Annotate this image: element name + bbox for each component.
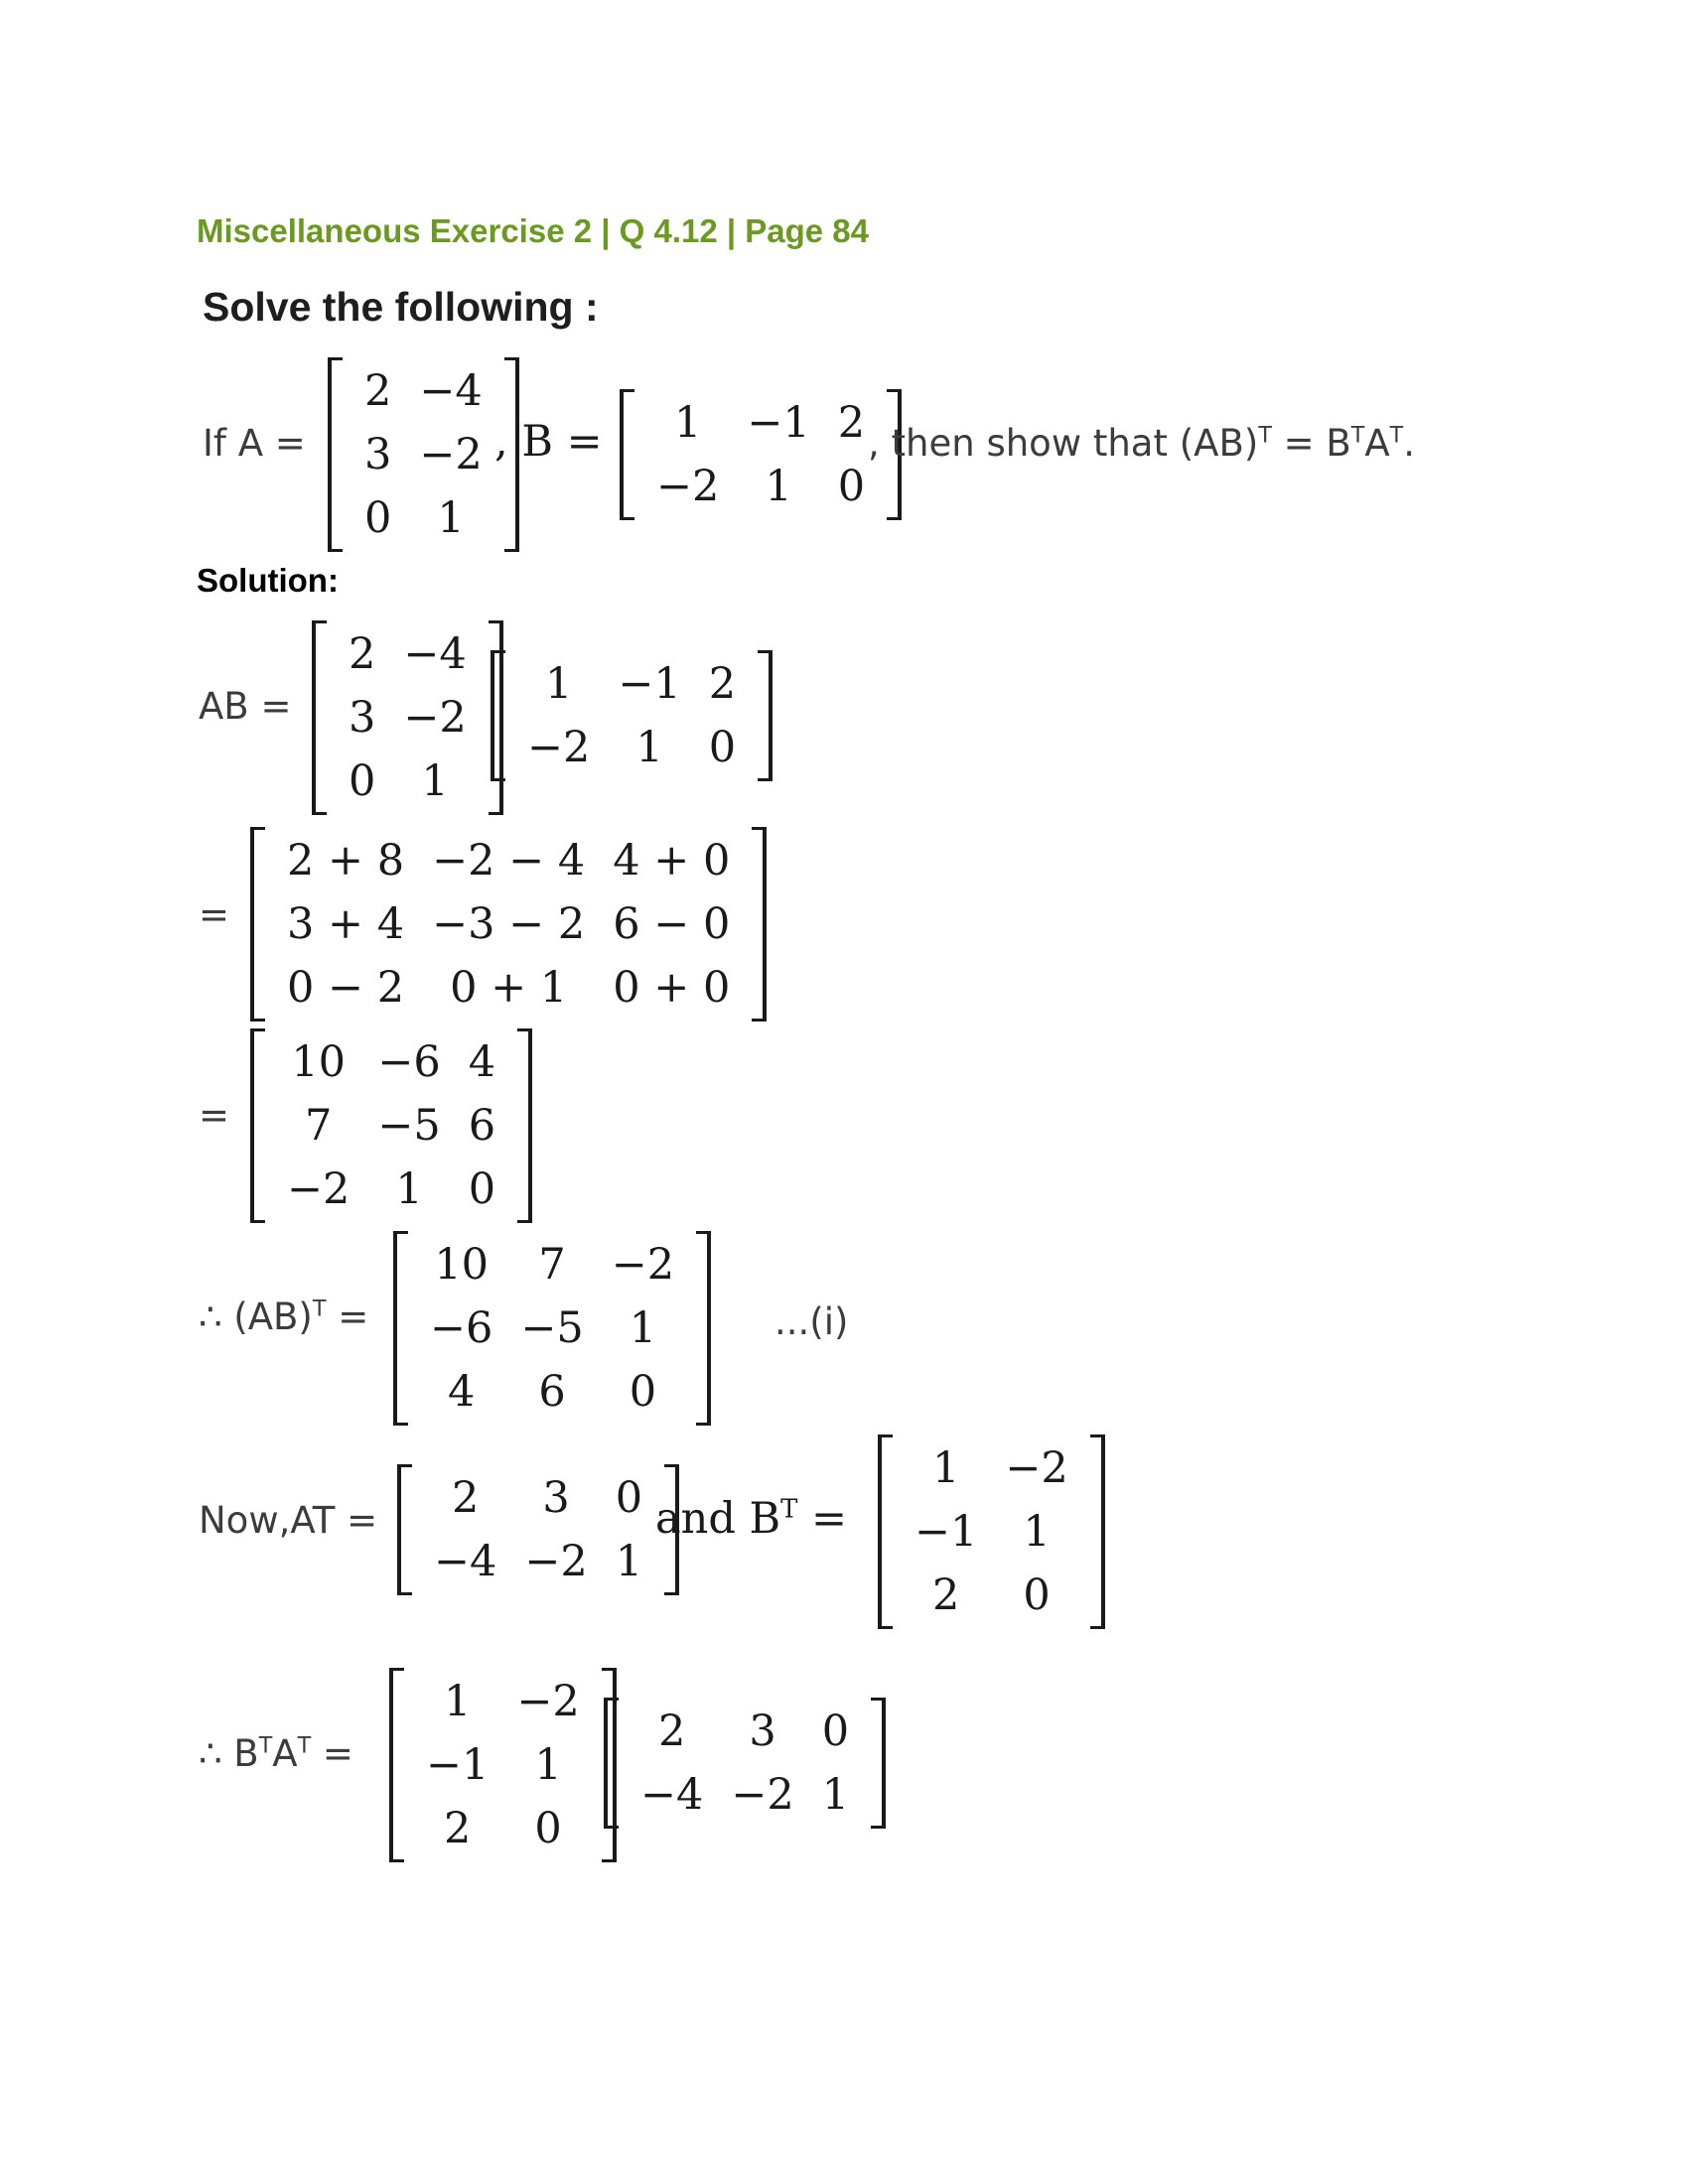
matrix-cell: −1 [747,398,810,448]
matrix-cell: 0 [534,1804,562,1853]
left-bracket [878,1434,893,1629]
matrix-cell: −2 [1005,1443,1068,1493]
matrix-cell: −5 [377,1101,441,1151]
step6-lhs-end: = [311,1732,353,1775]
right-bracket [517,1028,532,1223]
step6-matrix-at [604,1698,886,1834]
matrix-cell: 1 [545,659,573,709]
matrix-cell: 0 [837,462,866,511]
step1-matrix-1 [312,620,503,820]
step5-mid [655,1494,847,1544]
matrix-body [389,1668,617,1862]
step4-lhs [199,1296,368,1338]
superscript-t: T [780,1494,798,1525]
matrix-grid [505,650,758,781]
step1-lhs: AB = [199,685,292,728]
right-bracket [871,1698,886,1829]
left-bracket [250,1028,265,1223]
matrix-body [393,1231,711,1426]
right-bracket [696,1231,711,1426]
matrix-cell: 3 [749,1706,776,1756]
matrix-a [328,357,519,557]
left-bracket [328,357,343,552]
question-tail [868,422,1415,465]
matrix-cell: 0 [708,723,737,772]
step5-mid-text: and B [655,1494,781,1544]
matrix-cell: 3 [364,430,392,479]
matrix-cell: 10 [434,1240,490,1290]
left-bracket [604,1698,619,1829]
matrix-cell: 7 [305,1101,333,1151]
left-bracket [312,620,327,815]
matrix-cell: 0 [364,493,392,543]
matrix-cell: −1 [618,659,681,709]
step3-lhs: = [199,1094,230,1137]
matrix-cell: 1 [635,723,663,772]
matrix-cell: −5 [520,1303,584,1353]
matrix-cell: −1 [914,1507,978,1557]
matrix-cell: 2 [444,1804,472,1853]
right-bracket [758,650,773,781]
matrix-cell: 1 [1023,1507,1051,1557]
step4-lhs-text: ∴ (AB) [199,1296,313,1338]
step6-matrix-bt [389,1668,617,1867]
matrix-cell: −2 [611,1240,675,1290]
matrix-b [620,389,902,525]
right-bracket [1090,1434,1105,1629]
matrix-grid [412,1464,664,1595]
matrix-cell: −4 [403,629,467,679]
step4-lhs-end: = [326,1296,369,1338]
matrix-cell: 2 [364,366,392,416]
solution-label: Solution: [197,562,339,599]
matrix-cell: 2 [452,1473,480,1523]
question-tail-text: , then show that (AB) [868,422,1259,465]
matrix-cell: 0 − 2 [287,963,405,1013]
matrix-grid [634,389,887,520]
matrix-cell: 2 [658,1706,686,1756]
superscript-t: T [1258,422,1272,449]
left-bracket [491,650,505,781]
matrix-cell: 1 [421,756,449,806]
matrix-body [312,620,503,815]
matrix-grid [327,620,489,815]
exercise-header: Miscellaneous Exercise 2 | Q 4.12 | Page 84 [197,212,870,249]
superscript-t: T [1350,422,1365,449]
matrix-cell: −6 [377,1037,441,1087]
matrix-cell: 4 [448,1367,476,1417]
left-bracket [250,827,265,1022]
matrix-body [328,357,519,552]
matrix-cell: −2 [287,1164,351,1214]
matrix-grid [265,827,752,1022]
matrix-body [620,389,902,520]
matrix-cell: 1 [615,1537,643,1586]
step2-matrix [250,827,767,1026]
matrix-cell: 0 + 0 [613,963,731,1013]
matrix-cell: −2 − 4 [432,836,586,886]
question-tail-text-4: . [1403,422,1415,465]
matrix-cell: 6 [468,1101,496,1151]
step6-lhs-mid: A [272,1732,298,1775]
superscript-t: T [297,1732,312,1759]
matrix-cell: −2 [527,723,591,772]
matrix-cell: 4 [468,1037,496,1087]
left-bracket [397,1464,412,1595]
matrix-cell: 3 + 4 [287,899,405,949]
matrix-cell: 1 [437,493,465,543]
question-lead: If A = [203,422,306,465]
matrix-cell: −4 [640,1770,704,1820]
matrix-body [250,827,767,1022]
matrix-cell: 1 [395,1164,423,1214]
matrix-cell: −2 [516,1677,580,1726]
left-bracket [620,389,634,520]
step5-lhs: Now,AT = [199,1499,378,1542]
superscript-t: T [258,1732,273,1759]
matrix-grid [404,1668,602,1862]
matrix-body [491,650,773,781]
matrix-cell: 6 − 0 [613,899,731,949]
matrix-cell: 1 [932,1443,960,1493]
equation-reference: ...(i) [774,1300,849,1343]
matrix-cell: −3 − 2 [432,899,586,949]
matrix-cell: 0 [615,1473,643,1523]
matrix-cell: 3 [349,693,376,743]
step4-matrix [393,1231,711,1431]
matrix-cell: 7 [538,1240,566,1290]
matrix-cell: −2 [731,1770,794,1820]
matrix-cell: 1 [821,1770,850,1820]
matrix-cell: −1 [426,1740,490,1790]
matrix-cell: 0 [349,756,376,806]
matrix-cell: −4 [419,366,483,416]
right-bracket [752,827,767,1022]
matrix-cell: 1 [629,1303,657,1353]
matrix-cell: 4 + 0 [613,836,731,886]
matrix-grid [408,1231,696,1426]
step5-matrix-at [397,1464,679,1600]
matrix-cell: 2 [837,398,866,448]
matrix-grid [893,1434,1090,1629]
matrix-cell: 2 [349,629,376,679]
matrix-cell: 0 [821,1706,850,1756]
step5-mid-end: = [797,1494,848,1544]
matrix-grid [343,357,504,552]
superscript-t: T [312,1296,327,1322]
matrix-body [604,1698,886,1829]
matrix-cell: −2 [524,1537,588,1586]
matrix-cell: −2 [656,462,720,511]
matrix-body [397,1464,679,1595]
question-tail-text-2: = B [1271,422,1351,465]
problem-prompt: Solve the following : [203,284,599,330]
matrix-cell: 0 [1023,1570,1051,1620]
matrix-grid [619,1698,871,1829]
matrix-cell: 0 [629,1367,657,1417]
question-tail-text-3: A [1364,422,1390,465]
left-bracket [393,1231,408,1426]
matrix-cell: −6 [430,1303,493,1353]
matrix-cell: 0 + 1 [450,963,568,1013]
matrix-cell: 2 [708,659,737,709]
step3-matrix [250,1028,532,1228]
matrix-cell: 10 [291,1037,347,1087]
superscript-t: T [1389,422,1404,449]
matrix-cell: 1 [765,462,792,511]
matrix-cell: 1 [674,398,702,448]
left-bracket [389,1668,404,1862]
matrix-cell: −4 [434,1537,497,1586]
step6-lhs-text: ∴ B [199,1732,259,1775]
matrix-body [878,1434,1105,1629]
matrix-cell: 1 [444,1677,472,1726]
matrix-cell: 1 [534,1740,562,1790]
step2-lhs: = [199,893,230,936]
step5-matrix-bt [878,1434,1105,1634]
matrix-cell: 3 [542,1473,570,1523]
question-sep-b: , B = [494,417,603,467]
step1-matrix-2 [491,650,773,786]
matrix-cell: 0 [468,1164,496,1214]
matrix-grid [265,1028,517,1223]
matrix-cell: −2 [419,430,483,479]
matrix-cell: 2 + 8 [287,836,405,886]
matrix-cell: −2 [403,693,467,743]
step6-lhs [199,1732,353,1775]
matrix-cell: 6 [538,1367,566,1417]
matrix-body [250,1028,532,1223]
matrix-cell: 2 [932,1570,960,1620]
